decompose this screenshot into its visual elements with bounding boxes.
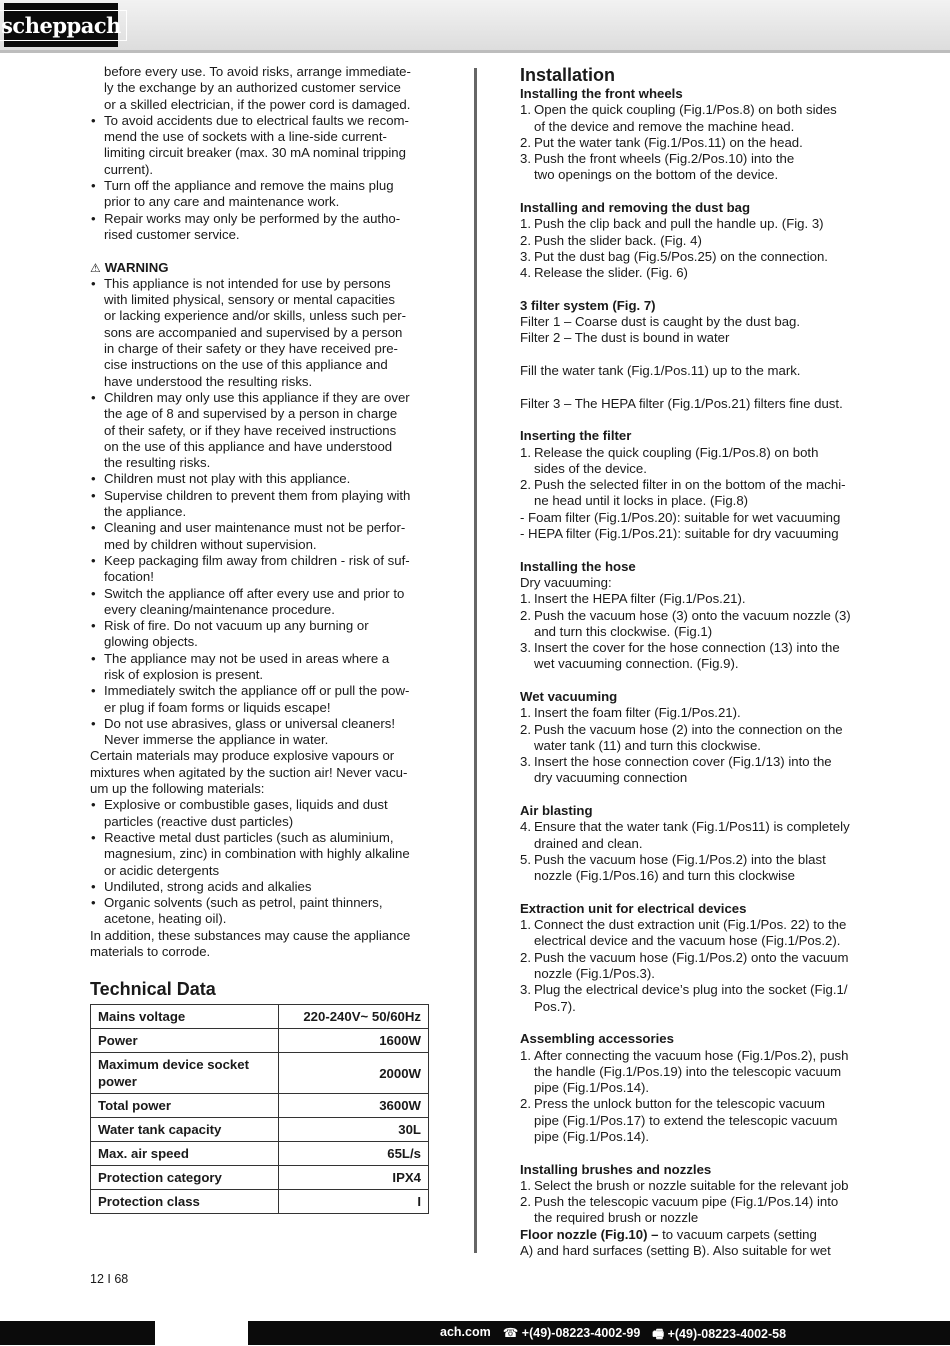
step-number: 2. — [520, 477, 531, 493]
numbered-step — [520, 265, 865, 281]
bullet-text-line: • Explosive or combustible gases, liquids and dust — [104, 797, 388, 813]
bullet-item — [90, 618, 430, 651]
step-text-line: Pos.7). — [534, 998, 576, 1014]
step-text-line: sides of the device. — [534, 460, 647, 476]
left-column — [90, 64, 430, 1214]
step-text-line: the handle (Fig.1/Pos.19) into the telescopic vacuum — [534, 1063, 842, 1079]
bullet-item — [90, 683, 430, 716]
subheading: Installing the hose — [520, 558, 636, 574]
bullet-item — [90, 830, 430, 879]
spec-value: 65L/s — [278, 1142, 428, 1166]
spec-label-line: Water tank capacity — [98, 1122, 222, 1138]
spec-value: 1600W — [278, 1029, 428, 1053]
bullet-item — [90, 211, 430, 244]
table-row — [91, 1166, 429, 1190]
spec-value: 220-240V~ 50/60Hz — [278, 1005, 428, 1029]
table-row — [91, 1190, 429, 1214]
step-text-line: Push the vacuum hose (2) into the connection on the — [534, 721, 843, 737]
bullet-item — [90, 520, 430, 553]
numbered-step — [520, 591, 865, 607]
bullet-text-line: the age of 8 and supervised by a person in charge — [104, 406, 398, 422]
step-text-line: two openings on the bottom of the device. — [534, 167, 779, 183]
step-text-line: Put the dust bag (Fig.5/Pos.25) on the connection. — [534, 248, 828, 264]
paragraph-line: mixtures when agitated by the suction air! Never vacu- — [90, 764, 408, 780]
bullet-text-line: • This appliance is not intended for use by persons — [104, 275, 391, 291]
spec-label-line: Total power — [98, 1098, 172, 1114]
step-number: 3. — [520, 640, 531, 656]
spec-label — [91, 1166, 279, 1190]
step-number: 4. — [520, 265, 531, 281]
spec-label — [91, 1053, 279, 1094]
step-number: 1. — [520, 917, 531, 933]
spec-value: IPX4 — [278, 1166, 428, 1190]
technical-data-table — [90, 1004, 429, 1214]
bullet-text-line: • Undiluted, strong acids and alkalies — [104, 878, 312, 894]
subheading: Air blasting — [520, 803, 593, 819]
table-row — [91, 1029, 429, 1053]
spacer — [520, 787, 865, 803]
spec-value: I — [278, 1190, 428, 1214]
bullet-item — [90, 113, 430, 178]
bullet-text-line: • The appliance may not be used in areas where a — [104, 650, 390, 666]
bullet-text-line: every cleaning/maintenance procedure. — [104, 601, 335, 617]
spacer — [520, 1015, 865, 1031]
spec-label — [91, 1142, 279, 1166]
spec-label-line: Protection class — [98, 1194, 200, 1210]
spec-value: 2000W — [278, 1053, 428, 1094]
bullet-text-line: • Repair works may only be performed by the autho- — [104, 210, 401, 226]
spec-value: 30L — [278, 1118, 428, 1142]
subheading: Inserting the filter — [520, 428, 632, 444]
step-number: 2. — [520, 1194, 531, 1210]
step-number: 2. — [520, 134, 531, 150]
step-text-line: drained and clean. — [534, 835, 643, 851]
spacer — [520, 673, 865, 689]
step-text-line: ne head until it locks in place. (Fig.8) — [534, 493, 749, 509]
step-number: 3. — [520, 151, 531, 167]
bullet-text-line: have understood the resulting risks. — [104, 373, 313, 389]
step-text-line: Put the water tank (Fig.1/Pos.11) on the head. — [534, 134, 803, 150]
step-number: 1. — [520, 444, 531, 460]
bullet-text-line: in charge of their safety or they have received pre- — [104, 341, 398, 357]
step-number: 5. — [520, 851, 531, 867]
bullet-text-line: med by children without supervision. — [104, 536, 317, 552]
numbered-step — [520, 1194, 865, 1227]
step-text-line: Open the quick coupling (Fig.1/Pos.8) on both sides — [534, 102, 837, 118]
spec-label-line: Maximum device socket — [98, 1057, 249, 1073]
step-text-line: Push the vacuum hose (Fig.1/Pos.2) into the blast — [534, 851, 826, 867]
bullet-item — [90, 276, 430, 390]
step-number: 1. — [520, 591, 531, 607]
bullet-item — [90, 390, 430, 471]
subheading: Installing the front wheels — [520, 86, 683, 101]
step-text-line: the required brush or nozzle — [534, 1210, 699, 1226]
page-header — [0, 0, 950, 52]
step-text-line: Push the clip back and pull the handle up. (Fig. 3) — [534, 216, 824, 232]
step-number: 3. — [520, 754, 531, 770]
step-number: 3. — [520, 982, 531, 998]
table-row — [91, 1005, 429, 1029]
step-text-line: After connecting the vacuum hose (Fig.1/Pos.2), push — [534, 1047, 849, 1063]
numbered-step — [520, 640, 865, 673]
bullet-item — [90, 895, 430, 928]
numbered-step — [520, 608, 865, 641]
paragraph-line: - HEPA filter (Fig.1/Pos.21): suitable for dry vacuuming — [520, 526, 839, 542]
spec-label-line: power — [98, 1074, 137, 1090]
numbered-step — [520, 705, 865, 721]
bullet-text-line: limiting circuit breaker (max. 30 mA nominal tripping — [104, 145, 406, 161]
step-text-line: pipe (Fig.1/Pos.17) to extend the telescopic vacuum — [534, 1112, 838, 1128]
step-text-line: Press the unlock button for the telescopic vacuum — [534, 1096, 826, 1112]
numbered-step — [520, 754, 865, 787]
logo-text: scheppach — [0, 10, 127, 41]
right-column — [520, 64, 865, 1259]
paragraph-line: - Foam filter (Fig.1/Pos.20): suitable for wet vacuuming — [520, 509, 841, 525]
numbered-step — [520, 151, 865, 184]
subheading: Wet vacuuming — [520, 688, 618, 704]
step-text-line: pipe (Fig.1/Pos.14). — [534, 1080, 650, 1096]
spec-label-line: Protection category — [98, 1170, 222, 1186]
bullet-item — [90, 716, 430, 749]
bullet-text-line: the resulting risks. — [104, 455, 211, 471]
bullet-text-line: • Supervise children to prevent them from playing with — [104, 487, 411, 503]
paragraph-line: Filter 2 – The dust is bound in water — [520, 330, 730, 346]
warning-label: WARNING — [104, 259, 169, 275]
step-text-line: wet vacuuming connection. (Fig.9). — [534, 656, 739, 672]
numbered-step — [520, 1178, 865, 1194]
bullet-item — [90, 797, 430, 830]
step-text-line: Connect the dust extraction unit (Fig.1/Pos. 22) to the — [534, 917, 847, 933]
paragraph-line: Filter 1 – Coarse dust is caught by the dust bag. — [520, 314, 801, 330]
bullet-text-line: sons are accompanied and supervised by a person — [104, 324, 403, 340]
installation-title: Installation — [520, 65, 616, 85]
bullet-text-line: • Reactive metal dust particles (such as aluminium, — [104, 829, 394, 845]
spacer — [520, 282, 865, 298]
subheading: Extraction unit for electrical devices — [520, 900, 747, 916]
spec-label-line: Mains voltage — [98, 1009, 186, 1025]
bullet-text-line: • Organic solvents (such as petrol, paint thinners, — [104, 895, 383, 911]
bullet-text-line: • Cleaning and user maintenance must not be perfor- — [104, 520, 406, 536]
bullet-text-line: risk of explosion is present. — [104, 666, 264, 682]
bullet-item — [90, 586, 430, 619]
step-text-line: Insert the hose connection cover (Fig.1/13) into the — [534, 754, 832, 770]
bullet-text-line: • Keep packaging film away from children - risk of suf- — [104, 552, 410, 568]
subheading: 3 filter system (Fig. 7) — [520, 297, 656, 313]
bullet-text-line: • To avoid accidents due to electrical faults we recom- — [104, 112, 409, 128]
spec-label-line: Max. air speed — [98, 1146, 189, 1162]
fax-icon: 🖷 — [652, 1327, 665, 1341]
step-text-line: of the device and remove the machine head. — [534, 118, 795, 134]
bullet-text-line: on the use of this appliance and have understood — [104, 438, 393, 454]
step-number: 2. — [520, 949, 531, 965]
continued-text-line: before every use. To avoid risks, arrange immediate- — [104, 64, 411, 79]
bullet-text-line: or lacking experience and/or skills, unless such per- — [104, 308, 406, 324]
bullet-text-line: • Risk of fire. Do not vacuum up any burning or — [104, 618, 369, 634]
spec-value: 3600W — [278, 1094, 428, 1118]
step-number: 1. — [520, 705, 531, 721]
bullet-text-line: • Turn off the appliance and remove the mains plug — [104, 178, 394, 194]
installation-body — [520, 86, 865, 1259]
spec-label-line: Power — [98, 1033, 138, 1049]
spacer — [520, 412, 865, 428]
step-text-line: Push the telescopic vacuum pipe (Fig.1/Pos.14) into — [534, 1194, 839, 1210]
subheading: Installing brushes and nozzles — [520, 1161, 712, 1177]
step-number: 2. — [520, 721, 531, 737]
step-text-line: pipe (Fig.1/Pos.14). — [534, 1129, 650, 1144]
footer-contact — [440, 1325, 786, 1346]
numbered-step — [520, 1048, 865, 1097]
bullet-text-line: with limited physical, sensory or mental capacities — [104, 292, 395, 308]
paragraph-line: um up the following materials: — [90, 781, 265, 797]
numbered-step — [520, 917, 865, 950]
step-text-line: Release the slider. (Fig. 6) — [534, 265, 688, 281]
numbered-step — [520, 102, 865, 135]
table-row — [91, 1094, 429, 1118]
numbered-step — [520, 477, 865, 510]
floor-nozzle-line — [520, 1227, 865, 1243]
step-text-line: Push the slider back. (Fig. 4) — [534, 232, 702, 248]
paragraph-line: Dry vacuuming: — [520, 574, 612, 590]
numbered-step — [520, 1096, 865, 1145]
bullet-text-line: prior to any care and maintenance work. — [104, 194, 340, 210]
spacer — [520, 184, 865, 200]
bullet-item — [90, 879, 430, 895]
step-number: 4. — [520, 819, 531, 835]
spacer — [90, 243, 430, 259]
step-number: 1. — [520, 102, 531, 118]
bullet-text-line: focation! — [104, 569, 154, 585]
step-number: 1. — [520, 1177, 531, 1193]
footer-website[interactable]: ach.com — [440, 1325, 491, 1339]
step-number: 1. — [520, 1047, 531, 1063]
floor-nozzle-label: Floor nozzle (Fig.10) – — [520, 1226, 663, 1242]
step-text-line: Ensure that the water tank (Fig.1/Pos11) is completely — [534, 819, 850, 835]
bullet-text-line: current). — [104, 161, 154, 177]
bullet-text-line: magnesium, zinc) in combination with highly alkaline — [104, 846, 410, 862]
spec-label — [91, 1118, 279, 1142]
step-text-line: Insert the foam filter (Fig.1/Pos.21). — [534, 705, 741, 721]
spec-label — [91, 1190, 279, 1214]
numbered-step — [520, 852, 865, 885]
warning-triangle-icon: ⚠ — [90, 260, 101, 275]
bullet-item — [90, 178, 430, 211]
spacer — [520, 1145, 865, 1161]
spec-label — [91, 1029, 279, 1053]
spec-label — [91, 1094, 279, 1118]
subheading: Installing and removing the dust bag — [520, 200, 751, 216]
bullet-text-line: Never immerse the appliance in water. — [104, 732, 329, 748]
bullet-text-line: mend the use of sockets with a line-side current- — [104, 129, 387, 145]
bullet-item — [90, 471, 430, 487]
step-text-line: Plug the electrical device’s plug into the socket (Fig.1/ — [534, 982, 848, 998]
numbered-step — [520, 819, 865, 852]
paragraph-line: materials to corrode. — [90, 944, 211, 960]
spacer — [520, 379, 865, 395]
bullet-text-line: • Children may only use this appliance if they are over — [104, 389, 410, 405]
bullet-text-line: or acidic detergents — [104, 862, 220, 878]
numbered-step — [520, 950, 865, 983]
spacer — [520, 542, 865, 558]
technical-data-title: Technical Data — [90, 979, 216, 1000]
bullet-text-line: particles (reactive dust particles) — [104, 813, 294, 829]
paragraph-line: In addition, these substances may cause the appliance — [90, 927, 411, 943]
numbered-step — [520, 135, 865, 151]
step-text-line: Insert the HEPA filter (Fig.1/Pos.21). — [534, 591, 746, 607]
step-number: 3. — [520, 248, 531, 264]
numbered-step — [520, 445, 865, 478]
table-row — [91, 1118, 429, 1142]
bullet-text-line: cise instructions on the use of this appliance and — [104, 357, 388, 373]
spec-label — [91, 1005, 279, 1029]
table-row — [91, 1053, 429, 1094]
numbered-step — [520, 216, 865, 232]
subheading: Assembling accessories — [520, 1031, 674, 1047]
continued-text-line: or a skilled electrician, if the power cord is damaged. — [104, 96, 411, 112]
bullet-text-line: • Children must not play with this appliance. — [104, 471, 351, 487]
step-text-line: and turn this clockwise. (Fig.1) — [534, 623, 713, 639]
step-text-line: Push the vacuum hose (3) onto the vacuum nozzle (3) — [534, 607, 851, 623]
bullet-item — [90, 488, 430, 521]
table-row — [91, 1142, 429, 1166]
paragraph-line: A) and hard surfaces (setting B). Also suitable for wet — [520, 1243, 831, 1259]
step-text-line: Select the brush or nozzle suitable for the relevant job — [534, 1177, 849, 1193]
paragraph-line: Certain materials may produce explosive vapours or — [90, 748, 395, 764]
step-text-line: Release the quick coupling (Fig.1/Pos.8) on both — [534, 444, 819, 460]
bullet-text-line: the appliance. — [104, 504, 187, 520]
spacer — [520, 885, 865, 901]
phone-icon: ☎ — [502, 1326, 519, 1340]
bullet-text-line: rised customer service. — [104, 226, 240, 242]
bullet-text-line: • Do not use abrasives, glass or universal cleaners! — [104, 715, 396, 731]
header-rule — [0, 50, 950, 53]
column-divider — [474, 68, 477, 1253]
step-text-line: nozzle (Fig.1/Pos.3). — [534, 966, 655, 982]
step-text-line: dry vacuuming connection — [534, 770, 688, 786]
bullet-text-line: • Immediately switch the appliance off or pull the pow- — [104, 683, 410, 699]
numbered-step — [520, 982, 865, 1015]
numbered-step — [520, 722, 865, 755]
warning-heading — [90, 260, 430, 276]
bullet-item — [90, 651, 430, 684]
continued-text-line: ly the exchange by an authorized customer service — [104, 80, 401, 96]
paragraph-line: Filter 3 – The HEPA filter (Fig.1/Pos.21) filters fine dust. — [520, 395, 843, 411]
step-number: 2. — [520, 232, 531, 248]
step-text-line: nozzle (Fig.1/Pos.16) and turn this clockwise — [534, 868, 795, 884]
bullet-text-line: acetone, heating oil). — [104, 911, 227, 927]
footer-fax: +(49)-08223-4002-58 — [667, 1327, 787, 1341]
scheppach-logo — [1, 3, 121, 47]
step-text-line: electrical device and the vacuum hose (Fig.1/Pos.2). — [534, 933, 841, 949]
footer-phone: +(49)-08223-4002-99 — [521, 1326, 641, 1340]
bullet-text-line: glowing objects. — [104, 634, 198, 650]
bullet-item — [90, 553, 430, 586]
floor-nozzle-text: to vacuum carpets (setting — [662, 1226, 817, 1242]
paragraph-line: Fill the water tank (Fig.1/Pos.11) up to the mark. — [520, 363, 801, 379]
bullet-text-line: of their safety, or if they have received instructions — [104, 422, 397, 438]
footer-gap — [155, 1321, 248, 1345]
numbered-step — [520, 249, 865, 265]
bullet-text-line: er plug if foam forms or liquids escape! — [104, 699, 331, 715]
step-text-line: Push the front wheels (Fig.2/Pos.10) into the — [534, 151, 795, 167]
spacer — [520, 347, 865, 363]
bullet-text-line: • Switch the appliance off after every use and prior to — [104, 585, 405, 601]
numbered-step — [520, 233, 865, 249]
step-number: 2. — [520, 1096, 531, 1112]
step-number: 2. — [520, 607, 531, 623]
step-text-line: Insert the cover for the hose connection (13) into the — [534, 640, 840, 656]
step-number: 1. — [520, 216, 531, 232]
page-number: 12 I 68 — [90, 1272, 129, 1286]
step-text-line: Push the vacuum hose (Fig.1/Pos.2) onto the vacuum — [534, 949, 849, 965]
step-text-line: Push the selected filter in on the bottom of the machi- — [534, 477, 846, 493]
step-text-line: water tank (11) and turn this clockwise. — [534, 737, 761, 753]
